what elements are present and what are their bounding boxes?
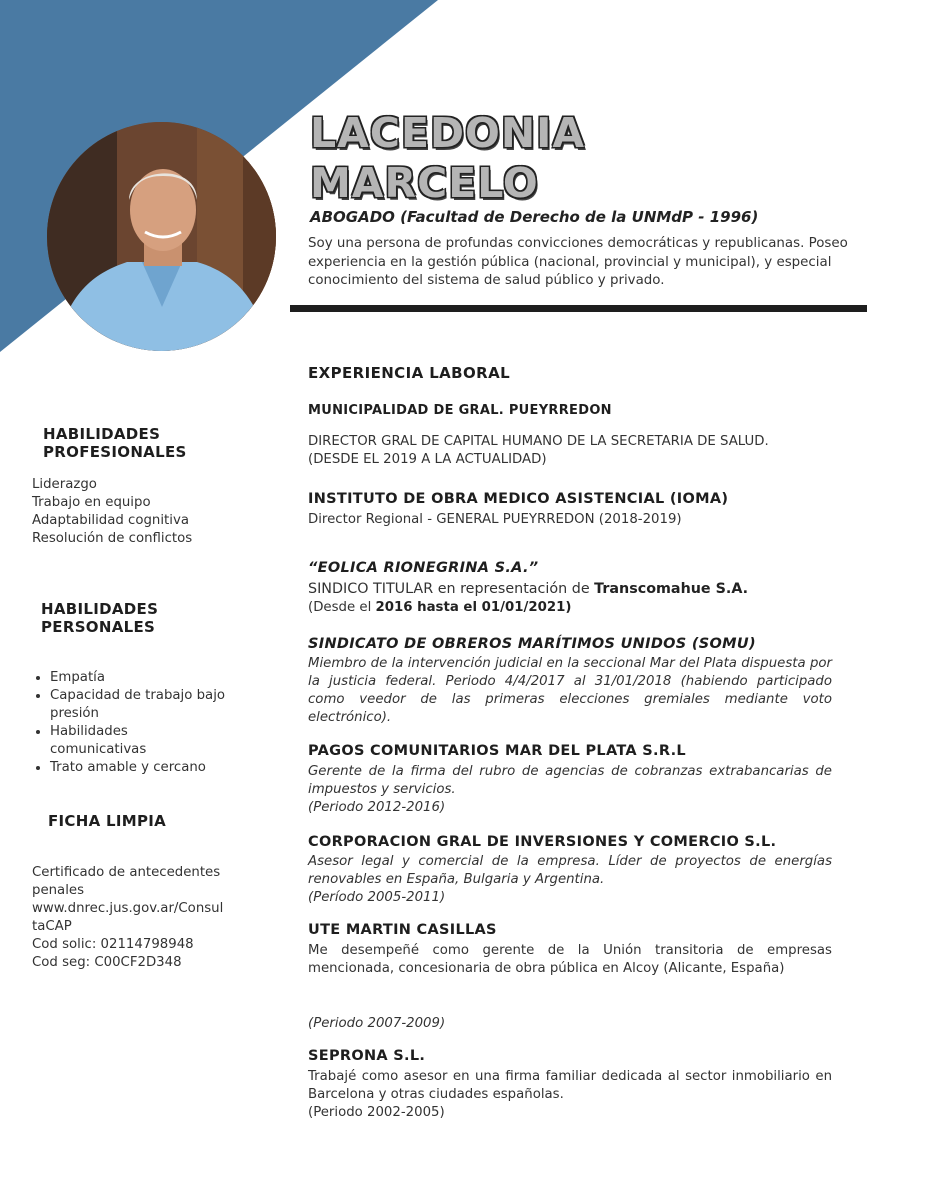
list-item: • Empatía <box>50 669 257 687</box>
list-item: • Trato amable y cercano <box>50 759 257 777</box>
job-role: SINDICO TITULAR en representación de <box>308 581 595 597</box>
job-period: (Periodo 2012-2016) <box>308 800 446 815</box>
job-title: “EOLICA RIONEGRINA S.A.” <box>308 560 539 576</box>
job-title: CORPORACION GRAL DE INVERSIONES Y COMERCIO S.L. <box>308 834 777 850</box>
person-name <box>310 108 585 208</box>
skills-prof-title-line1: HABILIDADES <box>43 425 161 443</box>
job-period <box>308 599 832 617</box>
job-period-prefix: (Desde el <box>308 600 376 615</box>
job-company: Transcomahue S.A. <box>594 581 749 597</box>
skills-pers-heading <box>41 600 281 636</box>
skills-prof-heading <box>43 425 283 461</box>
skills-prof-list <box>32 476 272 548</box>
job-title: SEPRONA S.L. <box>308 1048 426 1064</box>
header-divider <box>290 305 867 312</box>
list-item: • Capacidad de trabajo bajo presión <box>50 687 257 723</box>
list-item: • Habilidades comunicativas <box>50 723 180 759</box>
list-item: Trabajo en equipo <box>32 495 151 510</box>
skills-pers-list-wrap <box>32 669 257 777</box>
job-title: MUNICIPALIDAD DE GRAL. PUEYRREDON <box>308 403 612 418</box>
job-period: (Periodo 2007-2009) <box>308 1016 446 1031</box>
record-line: Cod solic: 02114798948 <box>32 937 194 952</box>
job-period: (Período 2005-2011) <box>308 890 446 905</box>
job-description: Gerente de la firma del rubro de agencias de cobranzas extrabancarias de impuestos y servicios. <box>308 764 832 797</box>
job-description: Director Regional - GENERAL PUEYRREDON (2018-2019) <box>308 512 682 527</box>
list-item: Liderazgo <box>32 477 97 492</box>
job-description: Trabajé como asesor en una firma familiar dedicada al sector inmobiliario en Barcelona y otras ciudades españolas. <box>308 1069 832 1102</box>
skills-pers-title-line2: PERSONALES <box>41 618 156 636</box>
profession-line: ABOGADO (Facultad de Derecho de la UNMdP - 1996) <box>310 208 759 226</box>
job-description <box>308 580 832 598</box>
experience-title: EXPERIENCIA LABORAL <box>308 364 511 382</box>
job-title: INSTITUTO DE OBRA MEDICO ASISTENCIAL (IOMA) <box>308 491 729 507</box>
job-description: Asesor legal y comercial de la empresa. Líder de proyectos de energías renovables en España, Bulgaria y Argentina. <box>308 854 832 887</box>
record-title: FICHA LIMPIA <box>48 812 167 830</box>
record-details <box>32 864 272 972</box>
job-description: Me desempeñé como gerente de la Unión transitoria de empresas mencionada, concesionaria de obra pública en Alcoy (Alicante, España) <box>308 943 832 976</box>
skills-prof-title-line2: PROFESIONALES <box>43 443 187 461</box>
person-surname: LACEDONIA <box>310 109 586 157</box>
person-firstname: MARCELO <box>310 159 539 207</box>
record-line: Certificado de antecedentes <box>32 865 221 880</box>
job-period-dates: 2016 hasta el 01/01/2021) <box>375 600 572 615</box>
job-title: SINDICATO DE OBREROS MARÍTIMOS UNIDOS (SOMU) <box>308 636 756 652</box>
job-title: PAGOS COMUNITARIOS MAR DEL PLATA S.R.L <box>308 743 686 759</box>
skills-pers-title-line1: HABILIDADES <box>41 600 159 618</box>
record-line: penales <box>32 883 84 898</box>
record-line: Cod seg: C00CF2D348 <box>32 955 182 970</box>
job-description: DIRECTOR GRAL DE CAPITAL HUMANO DE LA SECRETARIA DE SALUD. (DESDE EL 2019 A LA ACTUALIDAD) <box>308 434 769 467</box>
list-item: Resolución de conflictos <box>32 531 193 546</box>
skills-pers-list <box>32 669 257 777</box>
profile-photo <box>47 122 276 351</box>
list-item: Adaptabilidad cognitiva <box>32 513 189 528</box>
record-link-cont[interactable]: taCAP <box>32 919 72 934</box>
job-period: (Periodo 2002-2005) <box>308 1105 445 1120</box>
record-link[interactable]: www.dnrec.jus.gov.ar/Consul <box>32 901 224 916</box>
job-title: UTE MARTIN CASILLAS <box>308 922 497 938</box>
job-description: Miembro de la intervención judicial en la seccional Mar del Plata dispuesta por la justicia federal. Periodo 4/4/2017 al 31/01/2018 (habiendo participado como veedor de las primeras elecciones gremiales mediante voto electrónico). <box>308 656 832 725</box>
profile-summary: Soy una persona de profundas convicciones democráticas y republicanas. Poseo experiencia en la gestión pública (nacional, provincial y municipal), y especial conocimiento del sistema de salud público y privado. <box>308 236 848 288</box>
